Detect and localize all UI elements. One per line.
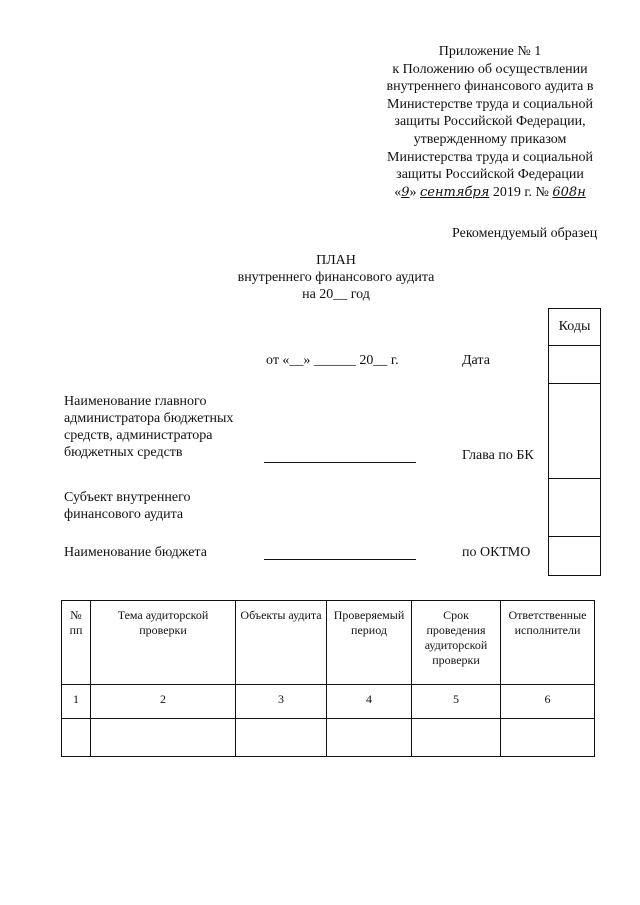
subject-label: Субъект внутреннего финансового аудита [64, 490, 191, 522]
col-header-objects: Объекты аудита [236, 601, 327, 685]
annex-line: к Положению об осуществлении [392, 61, 588, 77]
col-header-term: Срок проведения аудиторской проверки [412, 601, 501, 685]
table-row [62, 685, 595, 719]
code-bk-cell [549, 384, 601, 479]
order-number: 608н [552, 184, 586, 200]
code-subject-cell [549, 479, 601, 537]
budget-label: Наименование бюджета [64, 545, 207, 560]
admin-label: Наименование главного администратора бюджетных средств, администратора бюджетных средств [64, 394, 234, 460]
empty-cell [236, 719, 327, 757]
col-header-responsible: Ответственные исполнители [501, 601, 595, 685]
date-label: Дата [462, 353, 490, 368]
title-line: на 20__ год [302, 287, 370, 302]
order-date-line: «9» сентября 2019 г. № 608н [394, 184, 586, 200]
title-line: ПЛАН [316, 253, 356, 268]
plan-date-field: от «__» ______ 20__ г. [266, 353, 399, 368]
title-line: внутреннего финансового аудита [237, 270, 435, 285]
code-oktmo-cell [549, 537, 601, 576]
col-header-topic: Тема аудиторской проверки [91, 601, 236, 685]
annex-line: Министерства труда и социальной [387, 149, 593, 165]
annex-line: внутреннего финансового аудита в [386, 79, 594, 95]
annex-block [350, 43, 630, 201]
col-number-cell: 6 [501, 685, 595, 719]
bk-label: Глава по БК [462, 448, 534, 463]
plan-table [61, 600, 595, 757]
col-number-cell: 3 [236, 685, 327, 719]
table-row [62, 719, 595, 757]
table-header-row [62, 601, 595, 685]
empty-cell [91, 719, 236, 757]
col-number-cell: 4 [327, 685, 412, 719]
empty-cell [501, 719, 595, 757]
budget-underline [264, 559, 416, 560]
order-year: 2019 г. № [492, 184, 549, 200]
col-number-cell: 5 [412, 685, 501, 719]
annex-line: утвержденному приказом [413, 131, 567, 147]
annex-line: защиты Российской Федерации, [394, 114, 586, 130]
empty-cell [62, 719, 91, 757]
oktmo-label: по ОКТМО [462, 545, 531, 560]
col-number-cell: 1 [62, 685, 91, 719]
order-month: сентября [420, 184, 490, 200]
col-header-number: № пп [62, 601, 91, 685]
order-day: 9 [401, 184, 410, 200]
col-header-period: Проверяемый период [327, 601, 412, 685]
codes-table [548, 308, 601, 576]
empty-cell [327, 719, 412, 757]
empty-cell [412, 719, 501, 757]
codes-header: Коды [549, 309, 601, 346]
annex-line: защиты Российской Федерации [396, 167, 584, 183]
annex-line: Приложение № 1 [438, 44, 542, 59]
col-number-cell: 2 [91, 685, 236, 719]
annex-line: Министерстве труда и социальной [387, 96, 593, 112]
recommended-sample: Рекомендуемый образец [452, 226, 598, 241]
plan-title [200, 252, 472, 303]
admin-underline [264, 462, 416, 463]
code-date-cell [549, 346, 601, 384]
